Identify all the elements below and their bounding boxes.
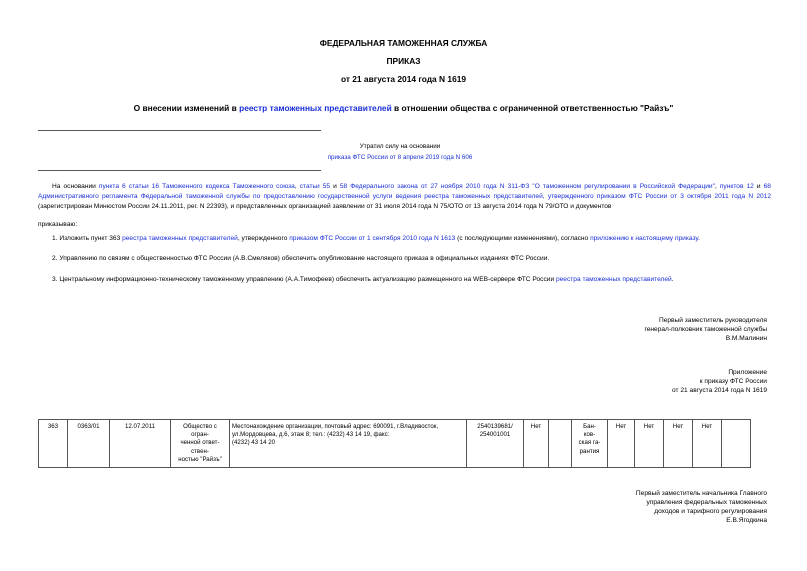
signer-position: управления федеральных таможенных [646, 498, 767, 506]
signer-position: доходов и тарифного регулирования [654, 507, 767, 515]
registry-table [38, 419, 751, 468]
signer-position: Первый заместитель начальника Главного [635, 490, 767, 497]
status-note [200, 143, 600, 162]
cell-number: 363 [39, 420, 68, 468]
signer-name: В.М.Малинин [725, 334, 767, 342]
doc-date-number: от 21 августа 2014 года N 1619 [340, 74, 467, 84]
appendix-line: к приказу ФТС России [699, 377, 767, 385]
link-points-12[interactable]: пунктов 12 [719, 183, 754, 190]
order-word: приказываю: [38, 221, 78, 228]
link-registry-3[interactable]: реестра таможенных представителей [555, 276, 672, 283]
cell-address: Местонахождение организации, почтовый адрес: 690091, г.Владивосток, ул.Мордовцева, д.6, этаж 8; тел.: (4232) 43 14 19, факс: (4232) 43 14 20 [230, 420, 467, 468]
cell-date: 12.07.2011 [110, 420, 171, 468]
item-3: 3. Центральному информационно-техническому таможенному управлению (А.А.Тимофеев) обеспечить актуализацию размещенного на WEB-сервере ФТС России реестра таможенных представителей. [52, 276, 674, 283]
agency-name: ФЕДЕРАЛЬНАЯ ТАМОЖЕННАЯ СЛУЖБА [319, 38, 488, 48]
cell-col-1: Нет [524, 420, 549, 468]
cell-inn: 2540139681/ 254001001 [467, 420, 524, 468]
signer-position: Первый заместитель руководителя [658, 317, 767, 324]
cell-col-7 [722, 420, 751, 468]
link-registry-1[interactable]: реестра таможенных представителей [122, 235, 238, 242]
cell-col-5: Нет [664, 420, 693, 468]
cell-col-6: Нет [693, 420, 722, 468]
signature-block-1 [644, 317, 767, 344]
link-article-55[interactable]: статьи 55 [299, 183, 331, 190]
status-line: Утратил силу на основании [359, 143, 441, 150]
appendix-line: от 21 августа 2014 года N 1619 [672, 386, 767, 394]
table-row [39, 420, 751, 468]
title-text: О внесении изменений в [133, 103, 240, 113]
cell-col-4: Нет [635, 420, 664, 468]
cell-reg-no: 0363/01 [68, 420, 110, 468]
link-regulation[interactable]: 68 Административного регламента Федеральной таможенной службы по предоставлению государственной услуги ведения реестра таможенных представителей, утвержденного приказом ФТС России от 3 октября 2011 года N 2012 [38, 183, 771, 201]
link-order-1613[interactable]: приказом ФТС России от 1 сентября 2010 года N 1613 [289, 235, 456, 242]
divider-top [38, 130, 321, 131]
title-text-end: в отношении общества с ограниченной ответственностью "Райзъ" [391, 103, 674, 113]
cell-col-3: Нет [608, 420, 635, 468]
cell-org-name: Общество с огран- ченной ответ- ствен- ностью "Райзъ" [171, 420, 230, 468]
divider-bottom [38, 170, 321, 171]
link-tk-article[interactable]: пункта 6 статьи 16 Таможенного кодекса Таможенного союза [98, 183, 295, 190]
preamble: На основании пункта 6 статьи 16 Таможенного кодекса Таможенного союза, статьи 55 и 58 Федерального закона от 27 ноября 2010 года N 311-ФЗ "О таможенном регулировании в Российской Федерации", пунктов 12 и 68 Административного регламента Федеральной таможенной службы по предоставлению государственной услуги ведения реестра таможенных представителей, утвержденного приказом ФТС России от 3 октября 2011 года N 2012 (зарегистрирован Минюстом России 24.11.2011, рег. N 22393), и представленных организацией заявлении от 31 июля 2014 года N 75/ОТО от 13 августа 2014 года N 79/ОТО и документов [38, 183, 771, 211]
signer-rank: генерал-полковник таможенной службы [644, 325, 767, 333]
link-appendix[interactable]: приложению к настоящему приказу [590, 235, 699, 242]
cell-guarantee: Бан- ков- ская га- рантия [572, 420, 608, 468]
item-2: 2. Управлению по связям с общественностью ФТС России (А.В.Смеляков) обеспечить опубликование настоящего приказа в официальных изданиях ФТС России. [52, 255, 550, 262]
signature-block-2 [636, 490, 767, 526]
title-link[interactable]: реестр таможенных представителей [239, 103, 392, 113]
doc-type: ПРИКАЗ [386, 56, 421, 66]
item-1: 1. Изложить пункт 363 реестра таможенных представителей, утвержденного приказом ФТС России от 1 сентября 2010 года N 1613 (с последующими изменениями), согласно приложению к настоящему приказу. [52, 235, 700, 242]
status-link[interactable]: приказа ФТС России от 8 апреля 2019 года N 606 [327, 153, 473, 161]
appendix-heading [672, 369, 767, 396]
link-federal-law[interactable]: 58 Федерального закона от 27 ноября 2010 года N 311-ФЗ "О таможенном регулировании в Российской Федерации" [339, 183, 715, 190]
signer-name: Е.В.Ягодкина [726, 516, 767, 524]
cell-col-2 [549, 420, 572, 468]
appendix-line: Приложение [728, 369, 767, 376]
doc-title [0, 103, 807, 114]
